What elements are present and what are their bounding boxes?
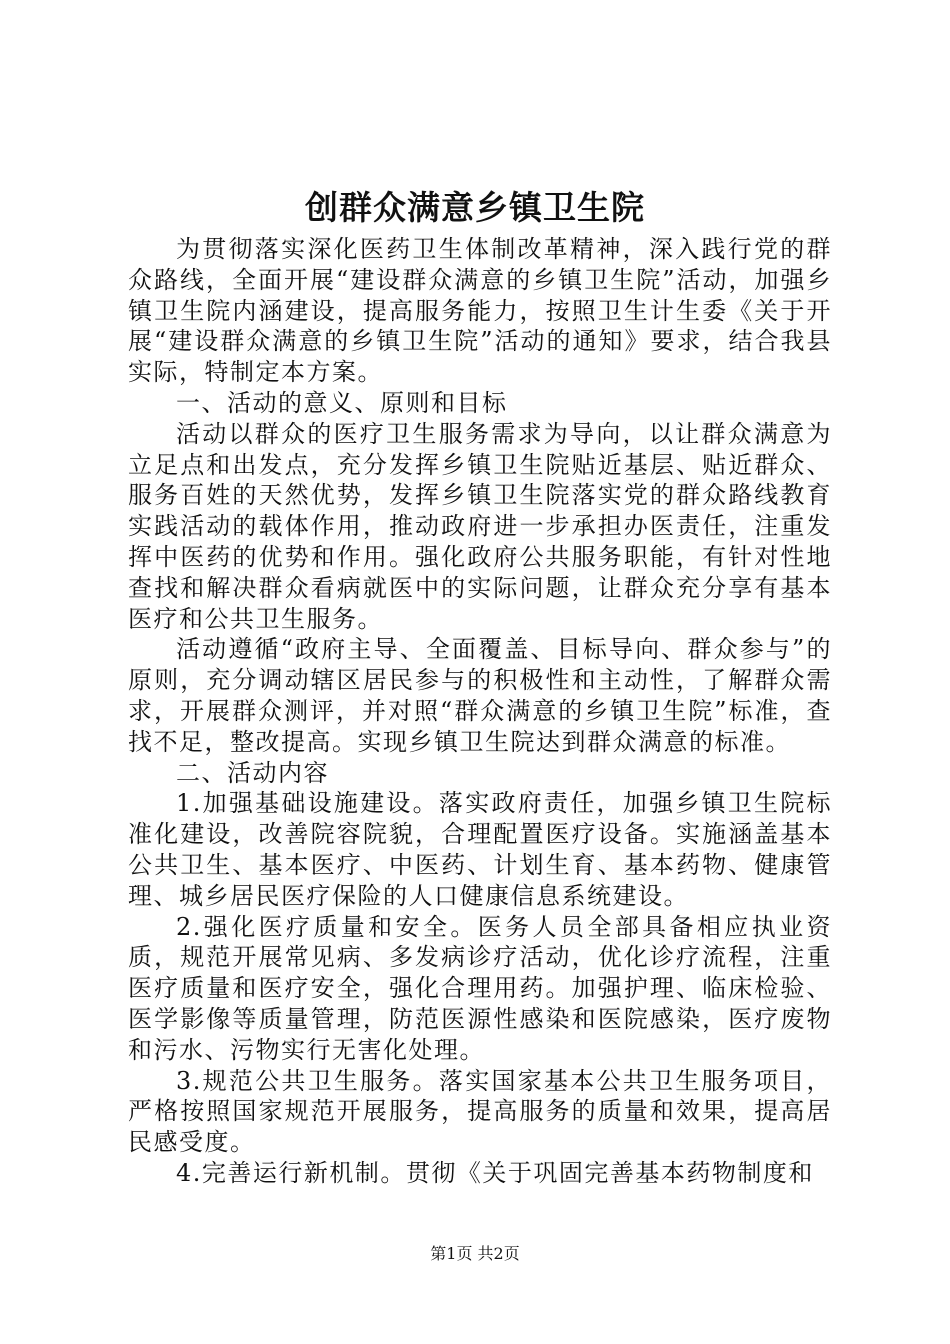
list-item-2: 2.强化医疗质量和安全。医务人员全部具备相应执业资质，规范开展常见病、多发病诊疗活动，优化诊疗流程，注重医疗质量和医疗安全，强化合理用药。加强护理、临床检验、医学影像等质量管理，防范医源性感染和医院感染，医疗废物和污水、污物实行无害化处理。 — [128, 912, 832, 1064]
list-item-4: 4.完善运行新机制。贯彻《关于巩固完善基本药物制度和 — [176, 1158, 814, 1187]
document-body — [128, 234, 832, 1189]
body-paragraph: 活动以群众的医疗卫生服务需求为导向，以让群众满意为立足点和出发点，充分发挥乡镇卫生院贴近基层、贴近群众、服务百姓的天然优势，发挥乡镇卫生院落实党的群众路线教育实践活动的载体作用，推动政府进一步承担办医责任，注重发挥中医药的优势和作用。强化政府公共服务职能，有针对性地查找和解决群众看病就医中的实际问题，让群众充分享有基本医疗和公共卫生服务。 — [128, 419, 832, 633]
body-paragraph: 活动遵循“政府主导、全面覆盖、目标导向、群众参与”的原则，充分调动辖区居民参与的积极性和主动性，了解群众需求，开展群众测评，并对照“群众满意的乡镇卫生院”标准，查找不足，整改提高。实现乡镇卫生院达到群众满意的标准。 — [128, 635, 832, 756]
page-footer: 第1页 共2页 — [430, 1244, 520, 1263]
list-item-1: 1.加强基础设施建设。落实政府责任，加强乡镇卫生院标准化建设，改善院容院貌，合理配置医疗设备。实施涵盖基本公共卫生、基本医疗、中医药、计划生育、基本药物、健康管理、城乡居民医疗保险的人口健康信息系统建设。 — [128, 789, 832, 910]
intro-paragraph: 为贯彻落实深化医药卫生体制改革精神，深入践行党的群众路线，全面开展“建设群众满意的乡镇卫生院”活动，加强乡镇卫生院内涵建设，提高服务能力，按照卫生计生委《关于开展“建设群众满意的乡镇卫生院”活动的通知》要求，结合我县实际，特制定本方案。 — [128, 235, 832, 387]
document-title: 创群众满意乡镇卫生院 — [305, 188, 645, 227]
section-heading-1: 一、活动的意义、原则和目标 — [176, 388, 508, 417]
list-item-3: 3.规范公共卫生服务。落实国家基本公共卫生服务项目，严格按照国家规范开展服务，提高服务的质量和效果，提高居民感受度。 — [128, 1066, 832, 1157]
section-heading-2: 二、活动内容 — [176, 758, 329, 787]
